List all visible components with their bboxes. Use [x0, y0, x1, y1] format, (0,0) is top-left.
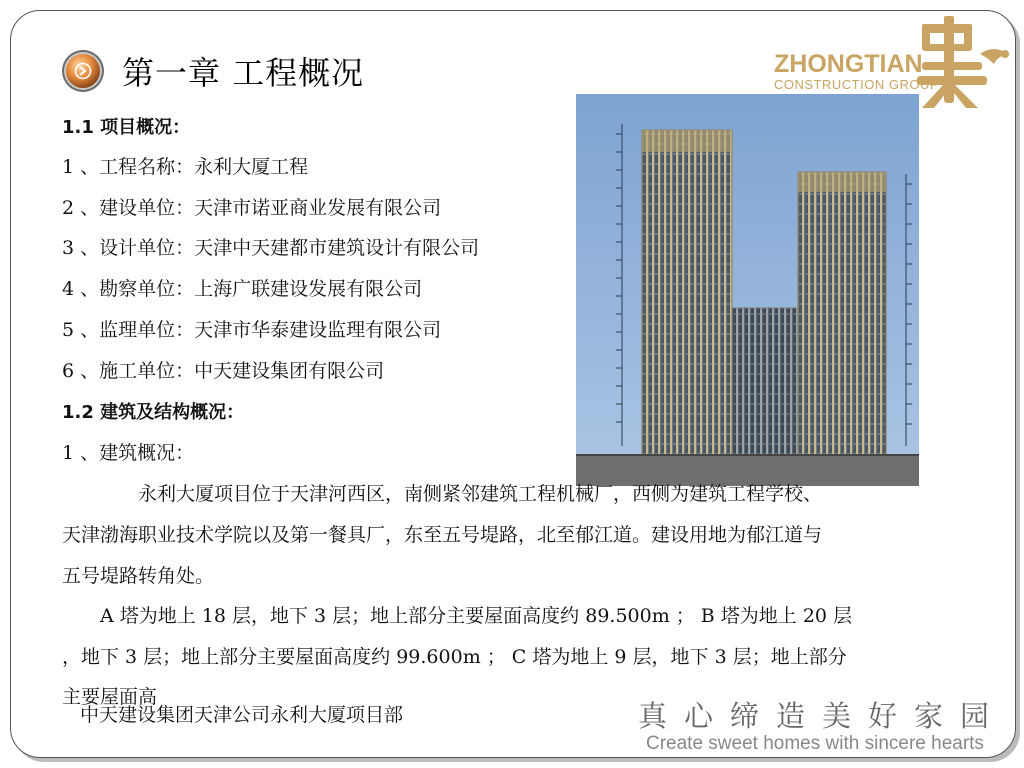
list-item: 4 、勘察单位：上海广联建设发展有限公司 — [62, 278, 423, 300]
paragraph-line: 五号堤路转角处。 — [62, 565, 215, 587]
section-heading-1: 1.1 项目概况： — [62, 117, 191, 138]
slogan-chinese: 真心缔造美好家园 — [638, 699, 1007, 733]
paragraph-line: 天津渤海职业技术学院以及第一餐具厂，东至五号堤路，北至郁江道。建设用地为郁江道与 — [62, 524, 823, 546]
list-item: 3 、设计单位：天津中天建都市建筑设计有限公司 — [62, 237, 480, 259]
sub-heading: 1 、建筑概况： — [62, 442, 195, 464]
slogan-english: Create sweet homes with sincere hearts — [646, 733, 984, 754]
paragraph-line: ，地下 3 层；地上部分主要屋面高度约 99.600m ； C 塔为地上 9 层，地下 3 层；地上部分 — [62, 646, 847, 668]
list-item: 6 、施工单位：中天建设集团有限公司 — [62, 360, 385, 382]
footer-project-name: 中天建设集团天津公司永利大厦项目部 — [80, 704, 404, 726]
logo-en-name: ZHONGTIAN — [774, 50, 923, 78]
list-item: 1 、工程名称：永利大厦工程 — [62, 156, 309, 178]
section-heading-2: 1.2 建筑及结构概况： — [62, 402, 245, 423]
arrow-circle-icon — [66, 54, 100, 88]
building-elevation-image — [576, 94, 919, 456]
paragraph-line: A 塔为地上 18 层，地下 3 层；地上部分主要屋面高度约 89.500m ； B 塔为地上 20 层 — [100, 605, 853, 627]
paragraph-line: 主要屋面高 — [62, 686, 158, 708]
list-item: 5 、监理单位：天津市华泰建设监理有限公司 — [62, 319, 442, 341]
paragraph-line: 永利大厦项目位于天津河西区，南侧紧邻建筑工程机械厂，西侧为建筑工程学校、 — [138, 483, 823, 505]
page-title: 第一章 工程概况 — [122, 54, 365, 92]
list-item: 2 、建设单位：天津市诺亚商业发展有限公司 — [62, 197, 442, 219]
logo-en-sub: CONSTRUCTION GROUP — [774, 77, 939, 92]
